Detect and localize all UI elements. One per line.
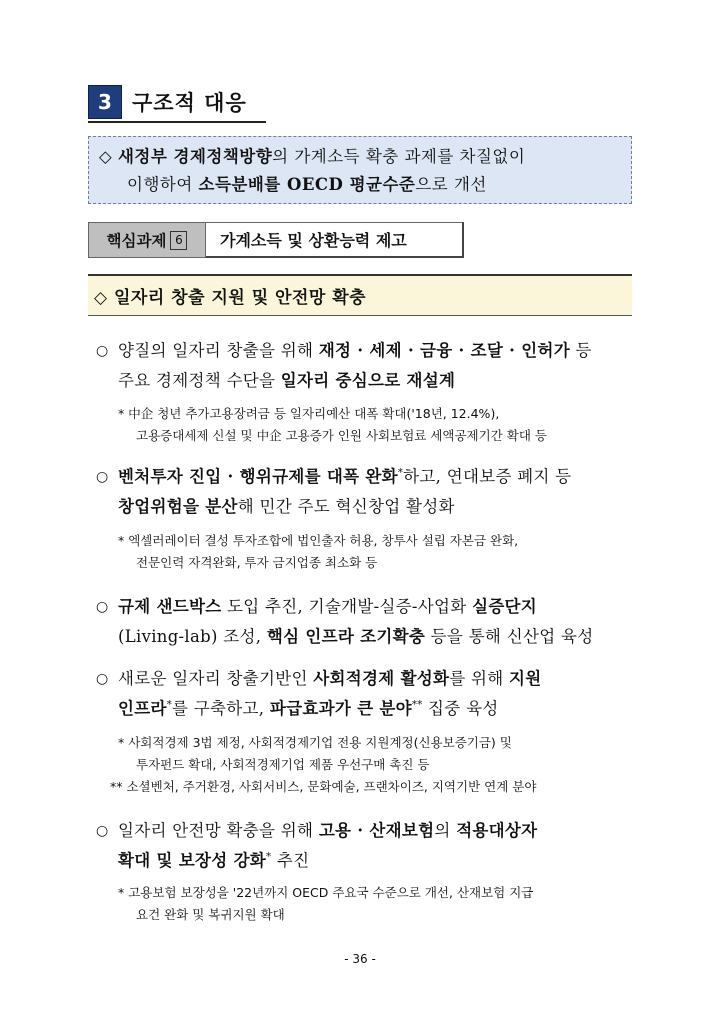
b1-emphasis-a: 재정 · 세제 · 금융 · 조달 · 인허가 bbox=[318, 341, 570, 360]
summary-box bbox=[88, 136, 632, 204]
core-task-label-text: 핵심과제 bbox=[106, 232, 167, 250]
b4-sup-2: ** bbox=[411, 699, 423, 711]
summary-line-2 bbox=[99, 171, 621, 199]
footnote-1-line-1: * 中企 청년 추가고용장려금 등 일자리예산 대폭 확대('18년, 12.4%), bbox=[118, 406, 500, 421]
bullet-item-1 bbox=[96, 336, 636, 396]
b3-emphasis-b: 실증단지 bbox=[472, 597, 538, 616]
footnote-4-line-3: ** 소셜벤처, 주거환경, 사회서비스, 문화예술, 프랜차이즈, 지역기반 연계 분야 bbox=[110, 779, 537, 794]
b4-emphasis-c: 인프라 bbox=[118, 699, 167, 718]
summary-emphasis-2: 소득분배를 OECD 평균수준 bbox=[198, 175, 416, 194]
footnote-2 bbox=[118, 530, 638, 574]
b3-text-a: 도입 추진, 기술개발-실증-사업화 bbox=[221, 597, 473, 616]
diamond-icon: ◇ bbox=[99, 147, 113, 166]
b5-emphasis-c: 확대 및 보장성 강화 bbox=[118, 851, 267, 870]
bullet-circle-icon: ○ bbox=[96, 823, 109, 839]
bullet-circle-icon: ○ bbox=[96, 599, 109, 615]
b4-emphasis-a: 사회적경제 활성화 bbox=[313, 669, 450, 688]
b1-emphasis-b: 일자리 중심으로 재설계 bbox=[280, 371, 456, 390]
footnote-1 bbox=[118, 403, 638, 447]
b3-emphasis-c: 핵심 인프라 조기확충 bbox=[266, 627, 426, 646]
core-task-label bbox=[88, 222, 206, 258]
footnote-2-line-1: * 엑셀러레이터 결성 투자조합에 법인출자 허용, 창투사 설립 자본금 완화, bbox=[118, 533, 519, 548]
section-number-badge: 3 bbox=[88, 85, 122, 119]
b5-emphasis-b: 적용대상자 bbox=[456, 821, 538, 840]
b4-text-b: 를 위해 bbox=[449, 669, 510, 688]
summary-text-3: 으로 개선 bbox=[415, 175, 487, 194]
section-header bbox=[88, 84, 247, 120]
b5-emphasis-a: 고용 · 산재보험 bbox=[318, 821, 435, 840]
bullet-item-5 bbox=[96, 816, 636, 876]
b5-text-b: 의 bbox=[434, 821, 457, 840]
section-title: 구조적 대응 bbox=[132, 91, 247, 115]
b5-text-a: 일자리 안전망 확충을 위해 bbox=[118, 821, 319, 840]
footnote-5 bbox=[118, 882, 638, 926]
footnote-5-line-2: 요건 완화 및 복귀지원 확대 bbox=[136, 907, 285, 922]
b2-text-b: 해 민간 주도 혁신창업 활성화 bbox=[237, 497, 455, 516]
subheading-bar: ◇ 일자리 창출 지원 및 안전망 확충 bbox=[88, 274, 632, 316]
footnote-4-line-1: * 사회적경제 3법 제정, 사회적경제기업 전용 지원계정(신용보증기금) 및 bbox=[118, 735, 512, 750]
b4-sup-1: * bbox=[166, 699, 173, 711]
b5-text-c: 추진 bbox=[271, 851, 310, 870]
b3-text-c: 등을 통해 신산업 육성 bbox=[425, 627, 594, 646]
bullet-item-3 bbox=[96, 592, 636, 652]
summary-line-1 bbox=[99, 143, 621, 171]
section-underline bbox=[88, 121, 266, 123]
core-task-header bbox=[88, 222, 464, 258]
summary-text-1: 의 가계소득 확충 과제를 차질없이 bbox=[272, 147, 526, 166]
footnote-4-line-2: 투자펀드 확대, 사회적경제기업 제품 우선구매 촉진 등 bbox=[136, 757, 430, 772]
footnote-4 bbox=[110, 732, 638, 798]
b4-emphasis-b: 지원 bbox=[509, 669, 542, 688]
b1-text-b: 등 bbox=[569, 341, 592, 360]
footnote-1-line-2: 고용증대세제 신설 및 中企 고용증가 인원 사회보험료 세액공제기간 확대 등 bbox=[136, 428, 547, 443]
bullet-item-4 bbox=[96, 664, 636, 724]
bullet-circle-icon: ○ bbox=[96, 671, 109, 687]
core-task-title: 가계소득 및 상환능력 제고 bbox=[206, 222, 464, 258]
b4-text-a: 새로운 일자리 창출기반인 bbox=[118, 669, 314, 688]
b4-emphasis-d: 파급효과가 큰 분야 bbox=[269, 699, 412, 718]
b2-emphasis-b: 창업위험을 분산 bbox=[118, 497, 238, 516]
bullet-circle-icon: ○ bbox=[96, 469, 109, 485]
footnote-2-line-2: 전문인력 자격완화, 투자 금지업종 최소화 등 bbox=[136, 555, 378, 570]
b3-text-b: (Living-lab) 조성, bbox=[118, 627, 267, 646]
b2-emphasis-a: 벤처투자 진입 · 행위규제를 대폭 완화 bbox=[118, 467, 398, 486]
page-number: - 36 - bbox=[344, 952, 376, 966]
b1-text-a: 양질의 일자리 창출을 위해 bbox=[118, 341, 319, 360]
b1-text-c: 주요 경제정책 수단을 bbox=[118, 371, 281, 390]
b4-text-c: 를 구축하고, bbox=[172, 699, 270, 718]
b2-sup: * bbox=[397, 467, 404, 479]
bullet-item-2 bbox=[96, 462, 636, 522]
b5-sup: * bbox=[266, 851, 272, 863]
summary-text-2: 이행하여 bbox=[127, 175, 199, 194]
b2-text-a: 하고, 연대보증 폐지 등 bbox=[403, 467, 572, 486]
b3-emphasis-a: 규제 샌드박스 bbox=[118, 597, 222, 616]
footnote-5-line-1: * 고용보험 보장성을 '22년까지 OECD 주요국 수준으로 개선, 산재보험 지급 bbox=[118, 885, 534, 900]
bullet-circle-icon: ○ bbox=[96, 343, 109, 359]
summary-emphasis-1: 새정부 경제정책방향 bbox=[117, 147, 273, 166]
core-task-number: 6 bbox=[170, 231, 187, 250]
b4-text-d: 집중 육성 bbox=[422, 699, 499, 718]
